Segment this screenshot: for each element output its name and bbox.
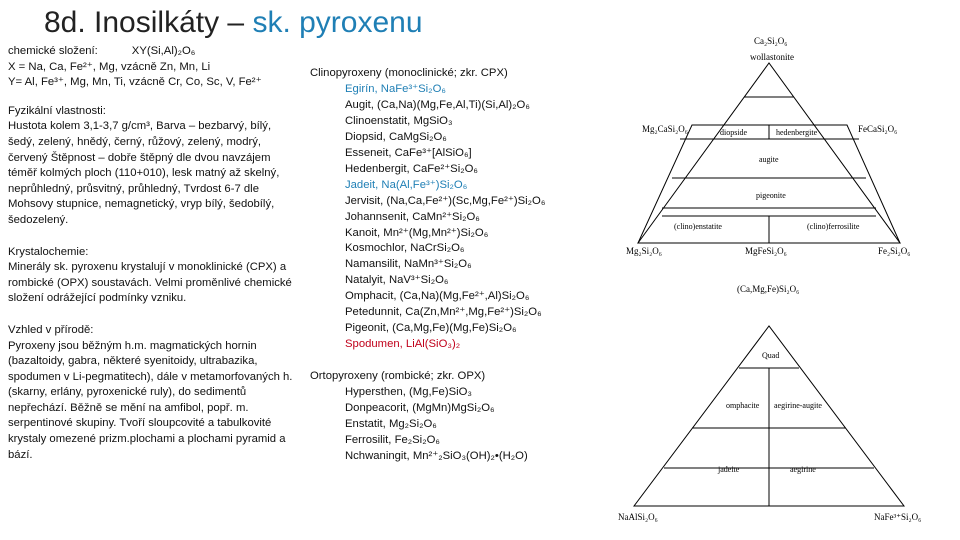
composition-label: chemické složení: [8, 45, 98, 57]
mineral-item: Omphacit, (Ca,Na)(Mg,Fe²⁺,Al)Si₂O₆ [345, 290, 530, 303]
mineral-item: Kanoit, Mn²⁺(Mg,Mn²⁺)Si₂O₆ [345, 226, 489, 239]
physical-heading: Fyzikální vlastnosti: [8, 104, 106, 117]
mineral-item: Esseneit, CaFe³⁺[AlSiO₆] [345, 146, 472, 159]
label-right-mid: FeCaSi₂O₆ [858, 124, 898, 134]
title-highlight: sk. pyroxenu [252, 6, 423, 39]
label-omphacite: omphacite [726, 401, 760, 410]
x-line: X = Na, Ca, Fe²⁺, Mg, vzácně Zn, Mn, Li [8, 60, 211, 73]
mineral-item: Hedenbergit, CaFe²⁺Si₂O₆ [345, 162, 478, 175]
pyroxene-quadrilateral-diagram [612, 28, 957, 533]
composition-formula: XY(Si,Al)₂O₆ [131, 45, 196, 57]
label-clinoenstatite: (clino)enstatite [674, 222, 722, 231]
left-column [8, 44, 298, 476]
label-clinoferrosilite: (clino)ferrosilite [807, 222, 860, 231]
label-lower-left: NaAlSi₂O₆ [618, 512, 658, 522]
crystal-text: Minerály sk. pyroxenu krystalují v monoklinické (CPX) a rombické (OPX) soustavách. Velmi proměnlivé chemické složení odrážející podmínky vzniku. [8, 261, 292, 305]
title-main: 8d. Inosilkáty – [44, 6, 253, 39]
page-title [44, 6, 423, 40]
mineral-item: Namansilit, NaMn³⁺Si₂O₆ [345, 258, 472, 271]
mineral-item: Enstatit, Mg₂Si₂O₆ [345, 418, 437, 431]
mineral-item: Hypersthen, (Mg,Fe)SiO₃ [345, 386, 473, 399]
mineral-item: Nchwaningit, Mn²⁺₂SiO₃(OH)₂•(H₂O) [345, 449, 528, 462]
mineral-item: Pigeonit, (Ca,Mg,Fe)(Mg,Fe)Si₂O₆ [345, 322, 517, 335]
mineral-item: Jadeit, Na(Al,Fe³⁺)Si₂O₆ [345, 178, 468, 191]
cpx-heading: Clinopyroxeny (monoclinické; zkr. CPX) [310, 67, 508, 79]
composition-block [8, 44, 298, 91]
cpx-list [310, 82, 600, 353]
nature-text: Pyroxeny jsou běžným h.m. magmatických hornin (bazaltoidy, gabra, některé syenitoidy, ultrabazika, spodumen v Li-pegmatitech), dále v metamorfovaných h. (skarny, erlány, pyroxenické ruly), do sedimentů nepřechází. Běžně se mění na amfibol, popř. m. serpentinové skupiny. Tvoří sloupcovité a tabulkovité krystaly omezené prizm.plochami a plochami pyramid a bází. [8, 339, 293, 461]
mineral-item: Diopsid, CaMgSi₂O₆ [345, 130, 447, 143]
nature-heading: Vzhled v přírodě: [8, 323, 94, 336]
physical-block [8, 104, 298, 229]
label-pigeonite: pigeonite [756, 191, 786, 200]
nature-block [8, 323, 298, 463]
label-wollastonite: wollastonite [750, 52, 794, 62]
crystal-heading: Krystalochemie: [8, 245, 89, 258]
physical-text: Hustota kolem 3,1-3,7 g/cm³, Barva – bezbarvý, bílý, šedý, zelený, hnědý, černý, růžový, zelený, modrý, červený Štěpnost – dobře štěpný dle dvou navzájem téměř kolmých ploch (110+010), lesk matný až skelný, neprůhledný, průsvitný, průhledný, Tvrdost 6-7 dle Mohsovy stupnice, nemagnetický, vryp bílý, šedobílý, šedozelený. [8, 120, 280, 226]
label-lower-top: (Ca,Mg,Fe)Si₂O₆ [737, 284, 800, 294]
mineral-item: Clinoenstatit, MgSiO₃ [345, 114, 453, 127]
mineral-item: Natalyit, NaV³⁺Si₂O₆ [345, 274, 449, 287]
label-hedenbergite: hedenbergite [776, 128, 818, 137]
label-jadeite: jadeite [718, 465, 740, 474]
opx-heading: Ortopyroxeny (rombické; zkr. OPX) [310, 370, 486, 383]
mineral-item: Egirín, NaFe³⁺Si₂O₆ [345, 82, 446, 95]
y-line: Y= Al, Fe³⁺, Mg, Mn, Ti, vzácně Cr, Co, Sc, V, Fe²⁺ [8, 76, 262, 89]
opx-list [310, 385, 600, 465]
label-bottom-left: Mg₂Si₂O₆ [626, 246, 662, 256]
mineral-item: Kosmochlor, NaCrSi₂O₆ [345, 242, 465, 255]
diagram-labels [618, 36, 921, 522]
mineral-list [310, 66, 600, 465]
label-lower-right: NaFe³⁺Si₂O₆ [874, 512, 922, 522]
mineral-item: Ferrosilit, Fe₂Si₂O₆ [345, 433, 440, 446]
label-aegirine-augite: aegirine-augite [774, 401, 822, 410]
label-quad: Quad [762, 351, 780, 360]
composition-line [8, 44, 298, 60]
label-diopside: diopside [720, 128, 748, 137]
label-augite: augite [759, 155, 779, 164]
mineral-item: Augit, (Ca,Na)(Mg,Fe,Al,Ti)(Si,Al)₂O₆ [345, 98, 530, 111]
label-bottom-right: Fe₂Si₂O₆ [878, 246, 911, 256]
crystal-block [8, 245, 298, 307]
mineral-item: Spodumen, LiAl(SiO₃)₂ [345, 338, 461, 351]
label-left-mid: Mg₂CaSi₂O₆ [642, 124, 688, 134]
label-bottom-center: MgFeSi₂O₆ [745, 246, 787, 256]
label-top-apex: Ca₂Si₂O₆ [754, 36, 788, 46]
mineral-item: Jervisit, (Na,Ca,Fe²⁺)(Sc,Mg,Fe²⁺)Si₂O₆ [345, 194, 546, 207]
mineral-item: Johannsenit, CaMn²⁺Si₂O₆ [345, 210, 480, 223]
mineral-item: Donpeacorit, (MgMn)MgSi₂O₆ [345, 402, 495, 415]
label-aegirine: aegirine [790, 465, 816, 474]
mineral-item: Petedunnit, Ca(Zn,Mn²⁺,Mg,Fe²⁺)Si₂O₆ [345, 306, 542, 319]
